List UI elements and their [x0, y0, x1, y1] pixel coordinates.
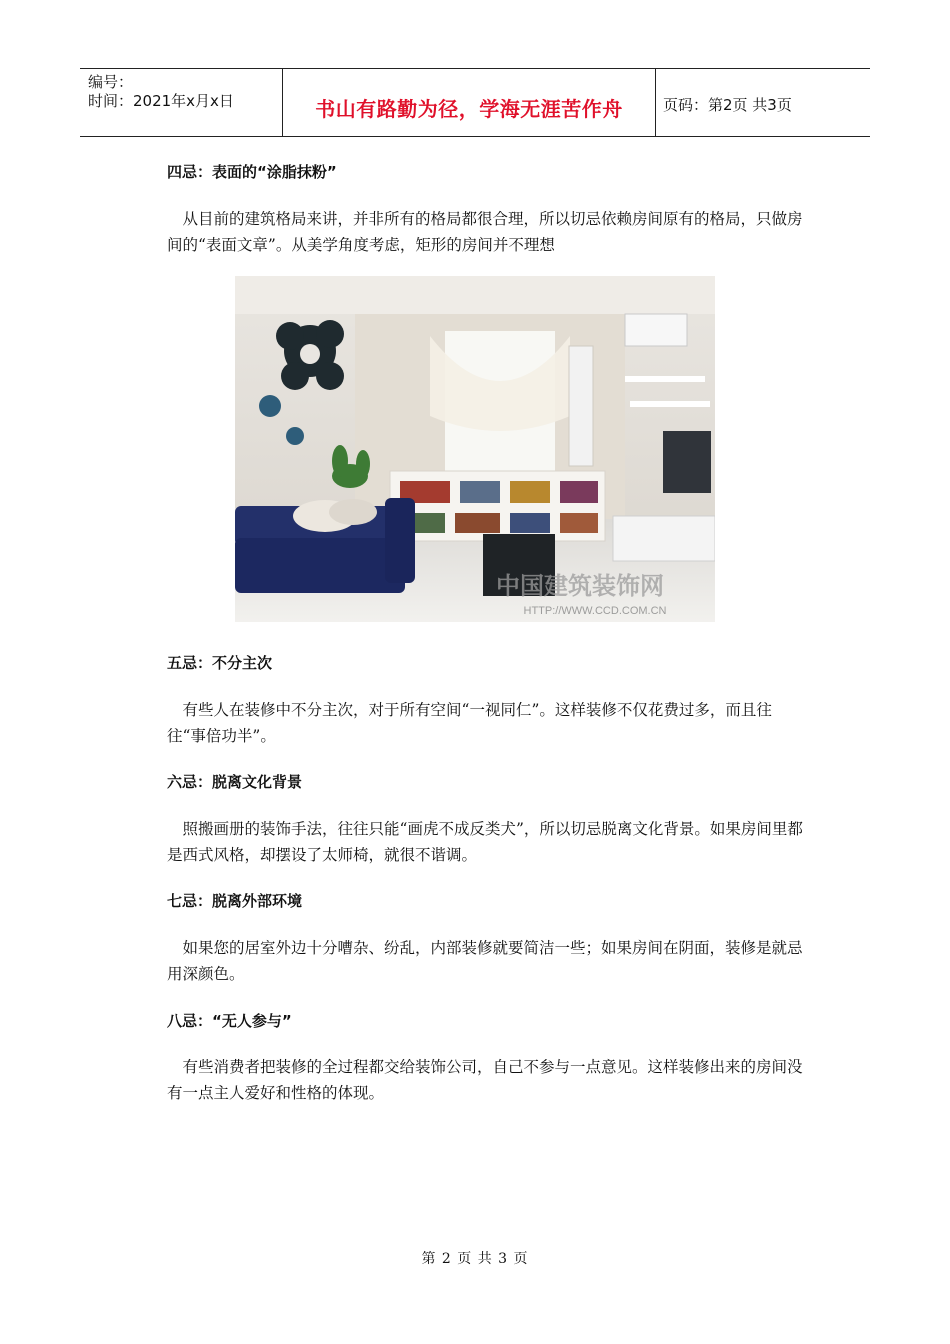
section-paragraph-4: [167, 206, 807, 258]
header-page-cell: [655, 69, 870, 136]
watermark-cn: 中国建筑装饰网: [496, 573, 664, 600]
section-heading-4: 四忌：表面的“涂脂抹粉”: [167, 163, 337, 181]
paragraph-text: 有些消费者把装修的全过程都交给装饰公司，自己不参与一点意见。这样装修出来的房间没有一点主人爱好和性格的体现。: [167, 1058, 803, 1102]
section-paragraph-8: [167, 1054, 807, 1106]
page-header: [80, 68, 870, 137]
header-meta-cell: [80, 69, 282, 136]
section-paragraph-5: [167, 697, 807, 749]
paragraph-text: 有些人在装修中不分主次，对于所有空间“一视同仁”。这样装修不仅花费过多，而且往往“事倍功半”。: [167, 701, 772, 745]
section-heading-5: 五忌：不分主次: [167, 654, 273, 672]
section-heading-7: 七忌：脱离外部环境: [167, 892, 303, 910]
page-footer: 第 2 页 共 3 页: [421, 1251, 529, 1267]
watermark-url: HTTP://WWW.CCD.COM.CN: [523, 605, 667, 617]
section-heading-6: 六忌：脱离文化背景: [167, 773, 303, 791]
number-label: 编号：: [88, 73, 134, 91]
page-number-label: 页码：第2页 共3页: [663, 96, 792, 114]
motto: 书山有路勤为径，学海无涯苦作舟: [315, 97, 623, 121]
time-label: 时间：2021年x月x日: [88, 92, 234, 110]
section-paragraph-7: [167, 935, 807, 987]
paragraph-text: 如果您的居室外边十分嘈杂、纷乱，内部装修就要简洁一些；如果房间在阴面，装修是就忌用深颜色。: [167, 939, 803, 983]
header-motto-cell: [282, 69, 656, 136]
section-heading-8: 八忌：“无人参与”: [167, 1012, 292, 1030]
living-room-photo: [235, 276, 715, 622]
section-paragraph-6: [167, 816, 807, 868]
paragraph-text: 照搬画册的装饰手法，往往只能“画虎不成反类犬”，所以切忌脱离文化背景。如果房间里都是西式风格，却摆设了太师椅，就很不谐调。: [167, 820, 803, 864]
paragraph-text: 从目前的建筑格局来讲，并非所有的格局都很合理，所以切忌依赖房间原有的格局，只做房间的“表面文章”。从美学角度考虑，矩形的房间并不理想: [167, 210, 803, 254]
